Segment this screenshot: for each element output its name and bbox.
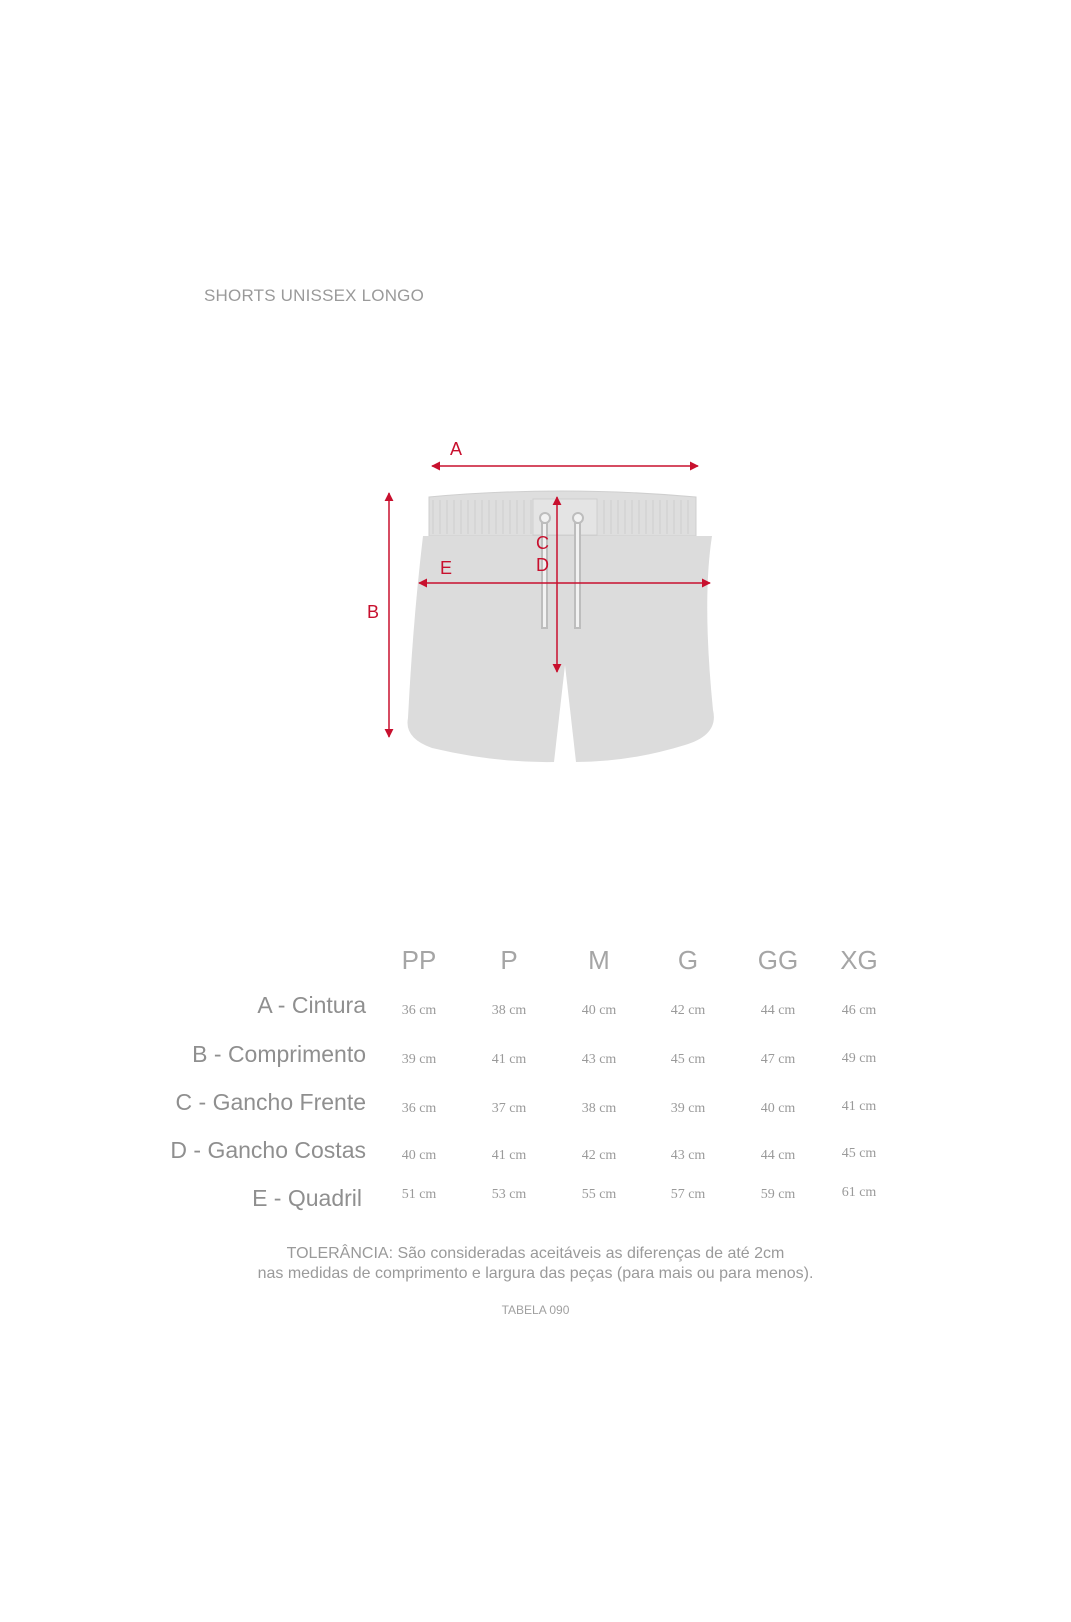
table-cell: 51 cm <box>401 1187 437 1202</box>
shorts-illustration <box>408 491 714 762</box>
measure-a-label: A <box>450 439 463 459</box>
size-header-p: P <box>500 945 518 975</box>
size-header-xg: XG <box>840 945 878 975</box>
table-cell: 41 cm <box>491 1052 527 1067</box>
size-header-m: M <box>588 945 610 975</box>
tolerance-note <box>0 1244 1071 1284</box>
table-cell: 46 cm <box>841 1003 877 1018</box>
measure-e-label: E <box>440 558 453 578</box>
table-cell: 40 cm <box>581 1003 617 1018</box>
shorts-measurement-diagram <box>0 0 1071 800</box>
measure-c-label: C <box>536 533 549 553</box>
table-cell: 42 cm <box>581 1148 617 1163</box>
table-cell: 45 cm <box>670 1052 706 1067</box>
tolerance-line-2: nas medidas de comprimento e largura das peças (para mais ou para menos). <box>257 1265 814 1282</box>
table-cell: 43 cm <box>670 1148 706 1163</box>
row-label-gancho-costas: D - Gancho Costas <box>170 1137 366 1163</box>
row-label-cintura: A - Cintura <box>257 992 366 1018</box>
row-label-quadril: E - Quadril <box>252 1185 362 1211</box>
page-title: SHORTS UNISSEX LONGO <box>204 286 425 305</box>
size-header-gg: GG <box>757 945 799 975</box>
table-cell: 61 cm <box>841 1185 877 1200</box>
table-cell: 41 cm <box>841 1099 877 1114</box>
table-code: TABELA 090 <box>501 1303 570 1317</box>
row-label-comprimento: B - Comprimento <box>192 1041 366 1067</box>
table-cell: 53 cm <box>491 1187 527 1202</box>
table-cell: 40 cm <box>760 1101 796 1116</box>
measure-b-label: B <box>367 602 380 622</box>
table-cell: 47 cm <box>760 1052 796 1067</box>
size-header-pp: PP <box>401 945 437 975</box>
table-cell: 39 cm <box>670 1101 706 1116</box>
table-cell: 38 cm <box>581 1101 617 1116</box>
table-cell: 43 cm <box>581 1052 617 1067</box>
table-cell: 36 cm <box>401 1101 437 1116</box>
row-label-gancho-frente: C - Gancho Frente <box>175 1089 366 1115</box>
table-cell: 36 cm <box>401 1003 437 1018</box>
table-cell: 40 cm <box>401 1148 437 1163</box>
table-cell: 44 cm <box>760 1003 796 1018</box>
size-header-g: G <box>677 945 699 975</box>
table-cell: 57 cm <box>670 1187 706 1202</box>
table-cell: 38 cm <box>491 1003 527 1018</box>
table-cell: 45 cm <box>841 1146 877 1161</box>
table-cell: 49 cm <box>841 1051 877 1066</box>
table-cell: 42 cm <box>670 1003 706 1018</box>
table-cell: 59 cm <box>760 1187 796 1202</box>
table-cell: 44 cm <box>760 1148 796 1163</box>
measure-d-label: D <box>536 555 549 575</box>
table-cell: 39 cm <box>401 1052 437 1067</box>
table-cell: 41 cm <box>491 1148 527 1163</box>
tolerance-line-1: TOLERÂNCIA: São consideradas aceitáveis as diferenças de até 2cm <box>286 1245 785 1262</box>
table-cell: 55 cm <box>581 1187 617 1202</box>
table-cell: 37 cm <box>491 1101 527 1116</box>
